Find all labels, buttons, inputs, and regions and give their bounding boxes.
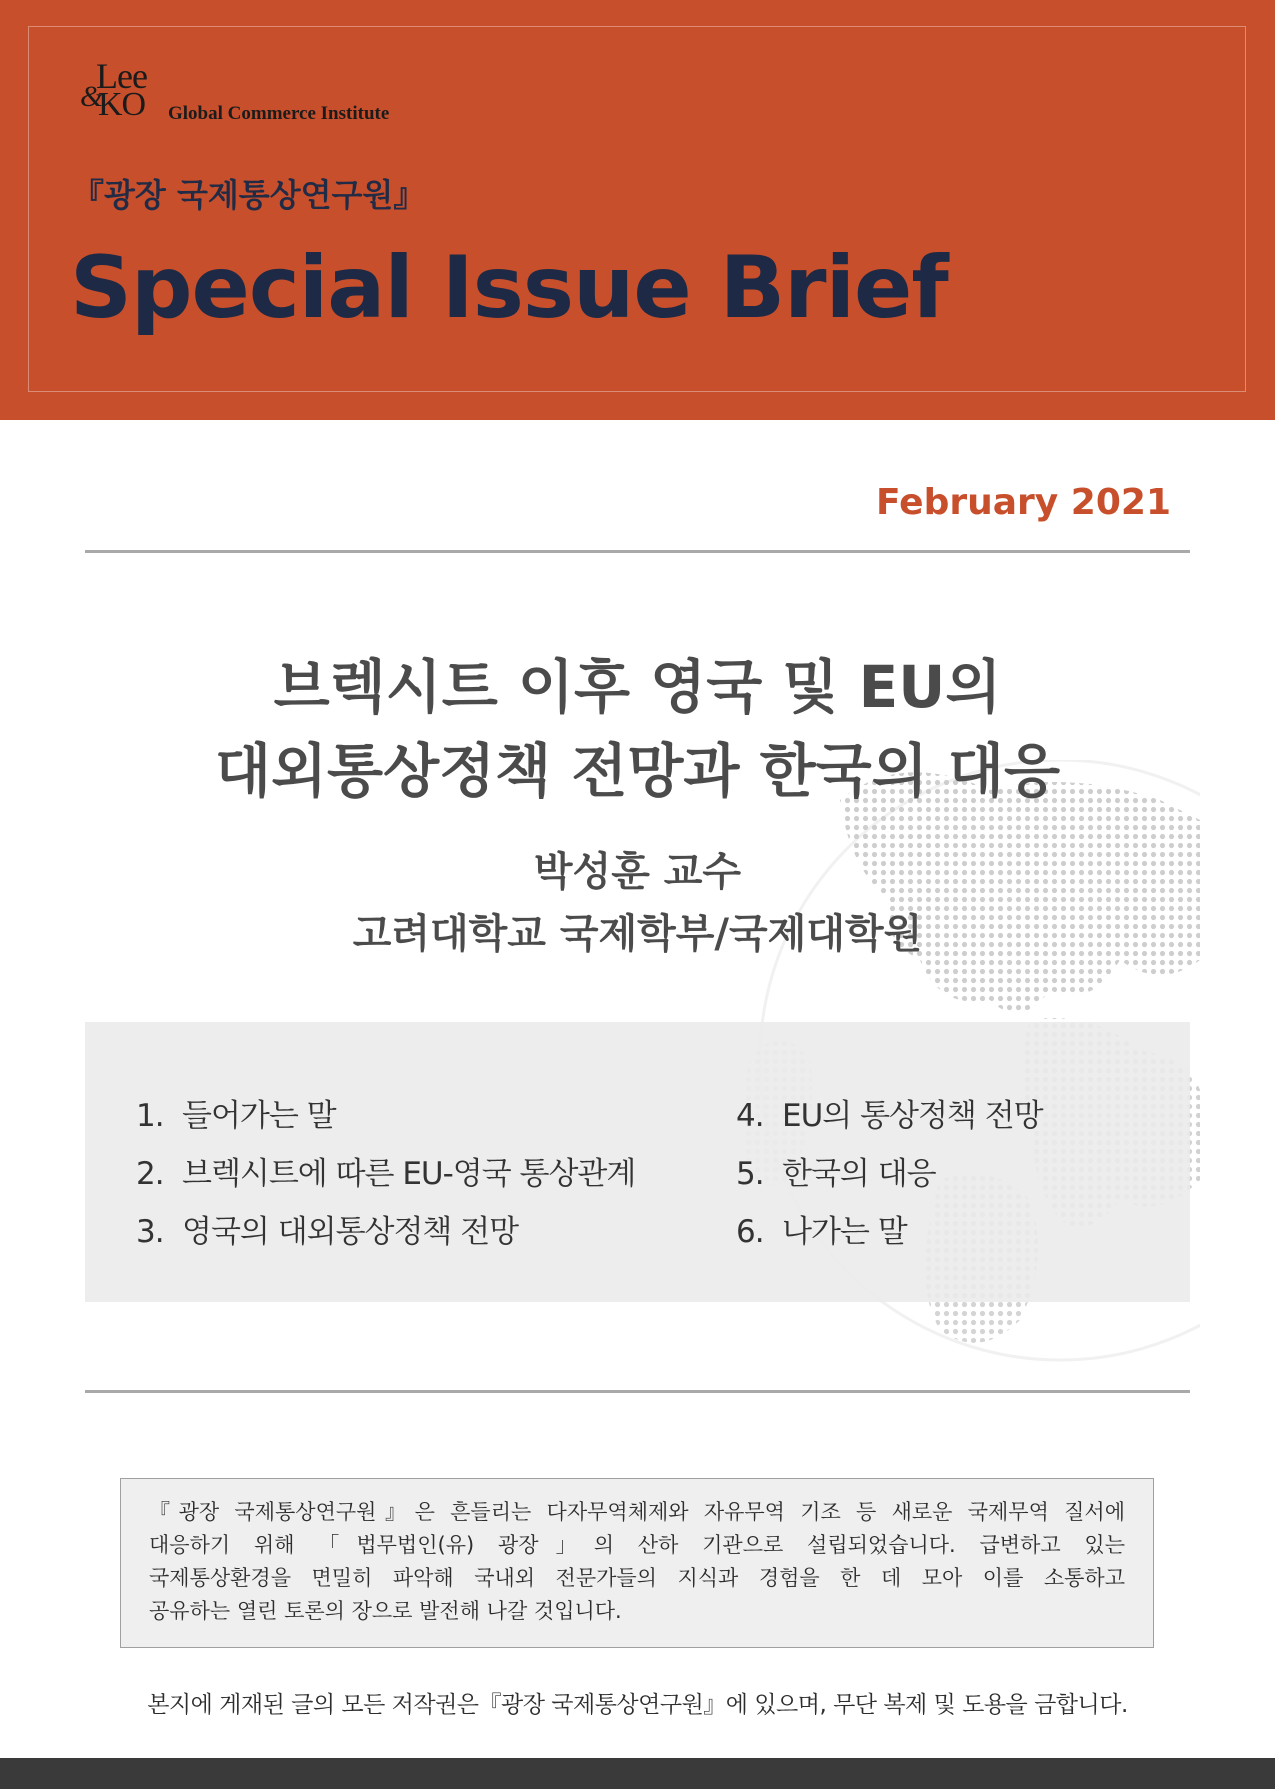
toc-number: 4.: [736, 1098, 764, 1134]
table-of-contents: [85, 1022, 1190, 1302]
toc-label: EU의 통상정책 전망: [782, 1098, 1043, 1134]
notice-line: 『광장 국제통상연구원』은 흔들리는 다자무역체제와 자유무역 기조 등 새로운 국제무역 질서에: [149, 1500, 1125, 1524]
toc-item: [136, 1148, 635, 1193]
report-title-line-1: 브렉시트 이후 영국 및 EU의: [273, 653, 1002, 721]
lee-ko-logo: [80, 58, 440, 128]
logo-institute-name: Global Commerce Institute: [168, 103, 390, 124]
copyright-notice: 본지에 게재된 글의 모든 저작권은『광장 국제통상연구원』에 있으며, 무단 복제 및 도용을 금합니다.: [147, 1692, 1128, 1718]
toc-label: 한국의 대응: [782, 1156, 936, 1192]
toc-item: [136, 1090, 336, 1135]
toc-label: 나가는 말: [782, 1214, 907, 1250]
organization-name: 『광장 국제통상연구원』: [72, 176, 426, 214]
toc-label: 들어가는 말: [182, 1098, 336, 1134]
toc-item: [736, 1148, 936, 1193]
toc-item: [736, 1206, 907, 1251]
toc-label: 영국의 대외통상정책 전망: [182, 1214, 519, 1250]
notice-line: 공유하는 열린 토론의 장으로 발전해 나갈 것입니다.: [149, 1599, 622, 1623]
issue-date: February 2021: [876, 482, 1171, 523]
toc-item: [136, 1206, 518, 1251]
toc-label: 브렉시트에 따른 EU-영국 통상관계: [182, 1156, 636, 1192]
notice-line: 국제통상환경을 면밀히 파악해 국내외 전문가들의 지식과 경험을 한 데 모아 이를 소통하고: [149, 1566, 1125, 1590]
author-affiliation: 고려대학교 국제학부/국제대학원: [352, 911, 923, 957]
top-divider: [85, 550, 1190, 553]
author-name: 박성훈 교수: [533, 849, 742, 895]
toc-number: 1.: [136, 1098, 164, 1134]
bottom-divider: [85, 1390, 1190, 1393]
toc-number: 3.: [136, 1214, 164, 1250]
toc-number: 6.: [736, 1214, 764, 1250]
toc-number: 5.: [736, 1156, 764, 1192]
notice-line: 대응하기 위해 「법무법인(유) 광장」의 산하 기관으로 설립되었습니다. 급변하고 있는: [149, 1533, 1125, 1557]
toc-number: 2.: [136, 1156, 164, 1192]
institute-notice-box: [120, 1478, 1154, 1648]
report-title-line-2: 대외통상정책 전망과 한국의 대응: [215, 737, 1060, 805]
toc-item: [736, 1090, 1043, 1135]
footer-bar: [0, 1758, 1275, 1789]
logo-ampersand: &: [80, 80, 104, 113]
header-banner: [0, 0, 1275, 420]
publication-title: Special Issue Brief: [70, 238, 948, 338]
logo-ko: KO: [98, 86, 146, 123]
logo-lee: Lee: [96, 56, 147, 96]
